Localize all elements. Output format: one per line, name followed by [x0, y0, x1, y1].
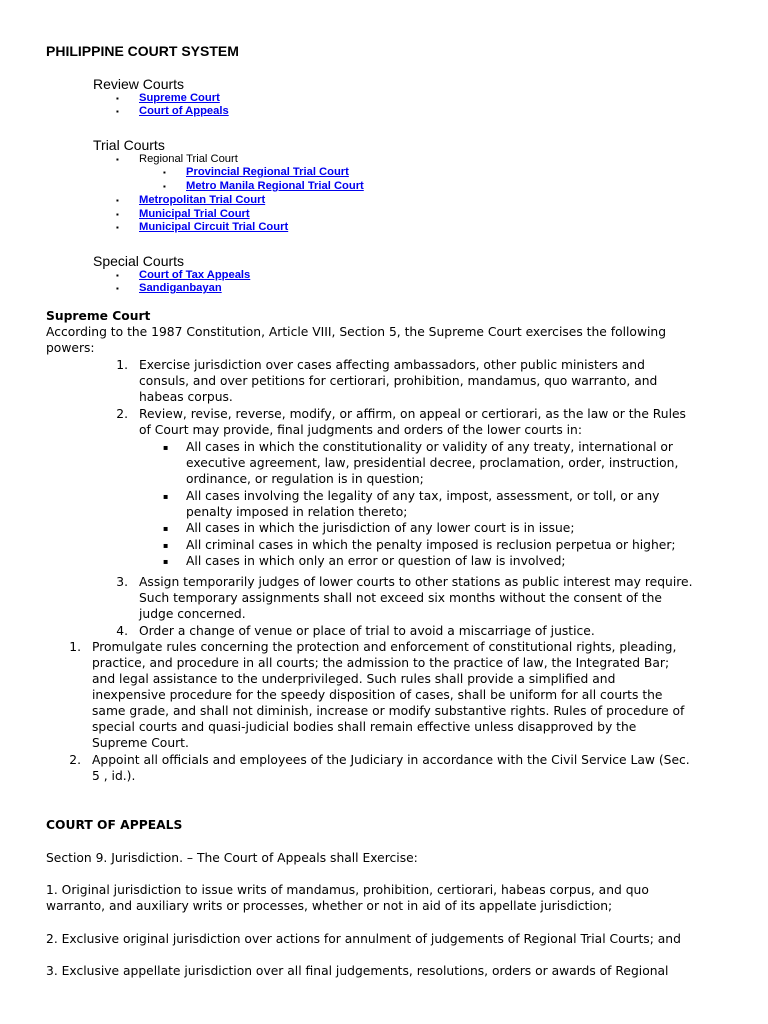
sub-list-line: All cases involving the legality of any tax, impost, assessment, or toll, or any — [186, 489, 660, 503]
list-item-line: special courts and quasi-judicial bodies shall remain effective unless disapproved by the — [92, 720, 637, 734]
link-supreme-court[interactable]: Supreme Court — [139, 92, 220, 104]
appeals-section-line: Section 9. Jurisdiction. – The Court of Appeals shall Exercise: — [46, 851, 418, 865]
list-number: 1. — [69, 640, 81, 654]
list-item-line: Appoint all officials and employees of the Judiciary in accordance with the Civil Service Law (Sec. — [92, 753, 690, 767]
list-item-line: Such temporary assignments shall not exceed six months without the consent of the — [139, 591, 662, 605]
list-item-line: Exercise jurisdiction over cases affecting ambassadors, other public ministers and — [139, 358, 645, 372]
bullet-icon: ▪ — [116, 155, 119, 164]
list-item-line: consuls, and over petitions for certiorari, prohibition, mandamus, quo warranto, and — [139, 374, 658, 388]
page-title: PHILIPPINE COURT SYSTEM — [46, 43, 239, 59]
list-item-line: Review, revise, reverse, modify, or affirm, on appeal or certiorari, as the law or the Rules — [139, 407, 686, 421]
bullet-icon: ▪ — [116, 107, 119, 116]
appeals-jurisdiction-line: 2. Exclusive original jurisdiction over actions for annulment of judgements of Regional Trial Courts; and — [46, 932, 681, 946]
list-item-line: of Court may provide, final judgments and orders of the lower courts in: — [139, 423, 582, 437]
special-courts-heading: Special Courts — [93, 253, 185, 269]
sub-list-line: executive agreement, law, presidential decree, proclamation, order, instruction, — [186, 456, 679, 470]
sub-list-line: ordinance, or regulation is in question; — [186, 472, 424, 486]
court-of-appeals-heading: COURT OF APPEALS — [46, 818, 183, 832]
bullet-icon: ▪ — [116, 284, 119, 293]
link-metro-manila-rtc[interactable]: Metro Manila Regional Trial Court — [186, 180, 364, 192]
list-item-line: Assign temporarily judges of lower courts to other stations as public interest may require. — [139, 575, 693, 589]
appeals-jurisdiction-line: 1. Original jurisdiction to issue writs of mandamus, prohibition, certiorari, habeas corpus, and quo — [46, 883, 649, 897]
link-metropolitan-trial-court[interactable]: Metropolitan Trial Court — [139, 194, 266, 206]
bullet-icon: ▪ — [163, 492, 169, 501]
list-item-line: same grade, and shall not diminish, increase or modify substantive rights. Rules of procedure of — [92, 704, 685, 718]
list-number: 4. — [116, 624, 128, 638]
list-item-line: practice, and procedure in all courts; the admission to the practice of law, the Integrated Bar; — [92, 656, 670, 670]
list-item-line: inexpensive procedure for the speedy disposition of cases, shall be uniform for all courts the — [92, 688, 663, 702]
appeals-jurisdiction-line: warranto, and auxiliary writs or processes, whether or not in aid of its appellate jurisdiction; — [46, 899, 613, 913]
link-provincial-rtc[interactable]: Provincial Regional Trial Court — [186, 166, 349, 178]
bullet-icon: ▪ — [116, 210, 119, 219]
list-number: 2. — [116, 407, 128, 421]
regional-trial-court-label: Regional Trial Court — [139, 153, 238, 165]
list-number: 2. — [69, 753, 81, 767]
link-municipal-circuit-trial-court[interactable]: Municipal Circuit Trial Court — [139, 221, 289, 233]
list-number: 3. — [116, 575, 128, 589]
bullet-icon: ▪ — [163, 168, 166, 177]
list-item-line: and legal assistance to the underprivileged. Such rules shall provide a simplified and — [92, 672, 616, 686]
list-item-line: habeas corpus. — [139, 390, 233, 404]
link-court-of-appeals[interactable]: Court of Appeals — [139, 105, 229, 117]
sub-list-line: All criminal cases in which the penalty imposed is reclusion perpetua or higher; — [186, 538, 676, 552]
link-sandiganbayan[interactable]: Sandiganbayan — [139, 282, 222, 294]
list-item-line: Promulgate rules concerning the protection and enforcement of constitutional rights, pleading, — [92, 640, 677, 654]
bullet-icon: ▪ — [116, 223, 119, 232]
supreme-intro-line: According to the 1987 Constitution, Article VIII, Section 5, the Supreme Court exercises the following — [46, 325, 667, 339]
bullet-icon: ▪ — [163, 524, 169, 533]
link-municipal-trial-court[interactable]: Municipal Trial Court — [139, 208, 250, 220]
review-courts-heading: Review Courts — [93, 76, 185, 92]
list-item-line: Order a change of venue or place of trial to avoid a miscarriage of justice. — [139, 624, 595, 638]
bullet-icon: ▪ — [116, 94, 119, 103]
sub-list-line: All cases in which only an error or question of law is involved; — [186, 554, 566, 568]
sub-list-line: All cases in which the constitutionality or validity of any treaty, international or — [186, 440, 673, 454]
list-number: 1. — [116, 358, 128, 372]
list-item-line: 5 , id.). — [92, 769, 136, 783]
bullet-icon: ▪ — [163, 541, 169, 550]
sub-list-line: All cases in which the jurisdiction of any lower court is in issue; — [186, 521, 575, 535]
trial-courts-heading: Trial Courts — [93, 137, 165, 153]
supreme-court-heading: Supreme Court — [46, 309, 151, 323]
appeals-jurisdiction-line: 3. Exclusive appellate jurisdiction over all final judgements, resolutions, orders or awards of Regional — [46, 964, 669, 978]
sub-list-line: penalty imposed in relation thereto; — [186, 505, 408, 519]
supreme-intro-line: powers: — [46, 341, 95, 355]
bullet-icon: ▪ — [116, 196, 119, 205]
bullet-icon: ▪ — [163, 182, 166, 191]
link-court-of-tax-appeals[interactable]: Court of Tax Appeals — [139, 269, 251, 281]
bullet-icon: ▪ — [163, 557, 169, 566]
list-item-line: judge concerned. — [139, 607, 246, 621]
list-item-line: Supreme Court. — [92, 736, 189, 750]
bullet-icon: ▪ — [116, 271, 119, 280]
bullet-icon: ▪ — [163, 443, 169, 452]
